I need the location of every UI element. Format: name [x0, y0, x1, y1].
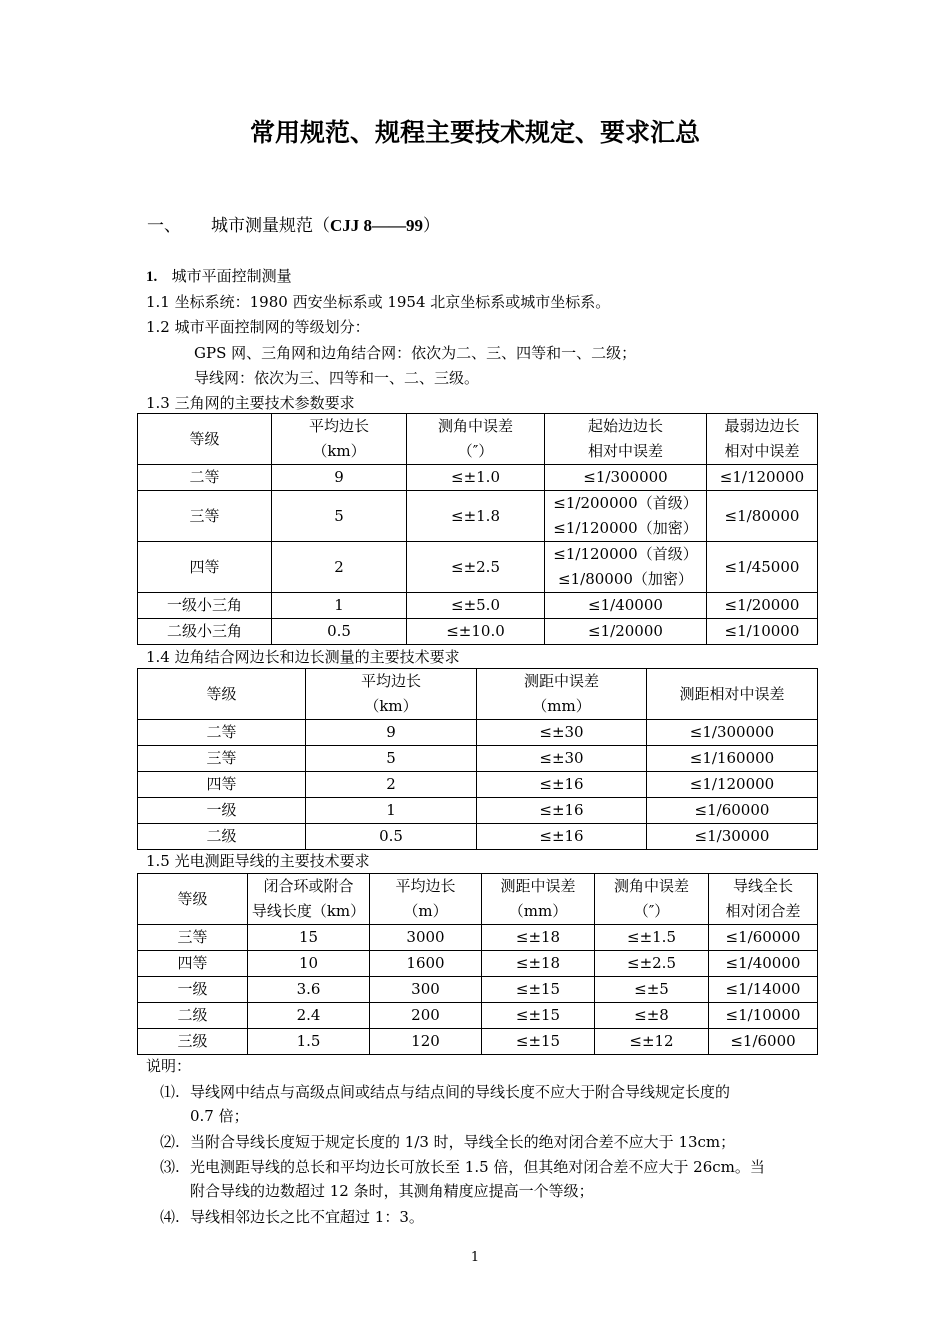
- column-header: 导线全长 相对闭合差: [709, 874, 818, 925]
- table-cell: ≤±15: [482, 977, 595, 1003]
- table-cell: 二级: [138, 824, 306, 850]
- table-row: [138, 465, 818, 491]
- table-cell: ≤1/60000: [647, 798, 818, 824]
- table-cell: ≤±16: [477, 824, 647, 850]
- document-title: 常用规范、规程主要技术规定、要求汇总: [249, 118, 700, 147]
- table1-caption: 1.3 三角网的主要技术参数要求: [146, 394, 355, 412]
- table-cell: 1: [306, 798, 477, 824]
- table-cell: 2: [272, 542, 407, 593]
- table-cell: ≤1/160000: [647, 746, 818, 772]
- section-standard-code: CJJ 8——99: [330, 216, 424, 235]
- note-item: [160, 1080, 730, 1128]
- subsection-1-heading: [146, 266, 292, 287]
- note-marker: ⑷.: [160, 1208, 180, 1226]
- table2-caption: 1.4 边角结合网边长和边长测量的主要技术要求: [146, 648, 460, 666]
- column-header: 测角中误差 （″）: [407, 414, 545, 465]
- table-cell: ≤1/120000（首级） ≤1/80000（加密）: [545, 542, 707, 593]
- table-cell: ≤±2.5: [407, 542, 545, 593]
- column-header: 起始边边长 相对中误差: [545, 414, 707, 465]
- column-header: 等级: [138, 669, 306, 720]
- column-header: 等级: [138, 874, 248, 925]
- table-cell: 0.5: [306, 824, 477, 850]
- table-cell: ≤1/14000: [709, 977, 818, 1003]
- table-cell: 二等: [138, 465, 272, 491]
- table-cell: ≤1/120000: [647, 772, 818, 798]
- table-cell: ≤1/10000: [707, 619, 818, 645]
- subsection-1-number: 1.: [146, 269, 158, 285]
- section-title: [211, 214, 440, 238]
- table-row: [138, 951, 818, 977]
- table-row: [138, 798, 818, 824]
- column-header: 测角中误差 （″）: [595, 874, 709, 925]
- table-row: [138, 593, 818, 619]
- table-cell: ≤1/40000: [709, 951, 818, 977]
- table-cell: ≤±30: [477, 746, 647, 772]
- table-cell: ≤±16: [477, 798, 647, 824]
- table-cell: ≤1/30000: [647, 824, 818, 850]
- table-cell: ≤1/45000: [707, 542, 818, 593]
- note-marker: ⑴.: [160, 1083, 180, 1101]
- table-cell: ≤±12: [595, 1029, 709, 1055]
- table-cell: ≤±15: [482, 1003, 595, 1029]
- table-cell: ≤1/200000（首级） ≤1/120000（加密）: [545, 491, 707, 542]
- table-row: [138, 1003, 818, 1029]
- table-cell: 2: [306, 772, 477, 798]
- note-text: 光电测距导线的总长和平均边长可放长至 1.5 倍，但其绝对闭合差不应大于 26cm。当: [190, 1158, 765, 1176]
- notes-heading: 说明：: [146, 1057, 192, 1075]
- table-cell: ≤1/60000: [709, 925, 818, 951]
- clause-1-2: 1.2 城市平面控制网的等级划分：: [146, 318, 370, 336]
- table-row: [138, 925, 818, 951]
- table-cell: ≤1/20000: [707, 593, 818, 619]
- clause-1-1: 1.1 坐标系统：1980 西安坐标系或 1954 北京坐标系或城市坐标系。: [146, 293, 611, 311]
- table-cell: ≤±30: [477, 720, 647, 746]
- column-header: 等级: [138, 414, 272, 465]
- table-cell: 9: [306, 720, 477, 746]
- section-number: 一、: [147, 216, 181, 236]
- triangulation-table: [137, 413, 818, 645]
- table-cell: 二等: [138, 720, 306, 746]
- note-text: 导线相邻边长之比不宜超过 1：3。: [190, 1208, 424, 1226]
- table-cell: 二级小三角: [138, 619, 272, 645]
- table-cell: 1600: [370, 951, 482, 977]
- table-cell: ≤±1.0: [407, 465, 545, 491]
- table-cell: 300: [370, 977, 482, 1003]
- edge-angle-network-table: [137, 668, 818, 850]
- table-row: [138, 619, 818, 645]
- column-header: 平均边长 （km）: [306, 669, 477, 720]
- table-cell: 一级小三角: [138, 593, 272, 619]
- table-row: [138, 977, 818, 1003]
- table3-caption: 1.5 光电测距导线的主要技术要求: [146, 852, 370, 870]
- table-cell: 10: [248, 951, 370, 977]
- table-cell: ≤1/80000: [707, 491, 818, 542]
- table-row: [138, 824, 818, 850]
- note-text: 附合导线的边数超过 12 条时，其测角精度应提高一个等级；: [190, 1182, 594, 1200]
- column-header: 测距中误差 （mm）: [482, 874, 595, 925]
- table-cell: 三等: [138, 491, 272, 542]
- table-row: [138, 1029, 818, 1055]
- subsection-1-title: 城市平面控制测量: [171, 267, 292, 285]
- table-cell: 2.4: [248, 1003, 370, 1029]
- table-cell: 一级: [138, 977, 248, 1003]
- note-text: 0.7 倍；: [190, 1107, 249, 1125]
- column-header: 平均边长 （km）: [272, 414, 407, 465]
- table-cell: ≤1/40000: [545, 593, 707, 619]
- table-cell: ≤1/10000: [709, 1003, 818, 1029]
- table-cell: 5: [306, 746, 477, 772]
- table-cell: 3000: [370, 925, 482, 951]
- table-cell: 四等: [138, 951, 248, 977]
- table-cell: 三级: [138, 1029, 248, 1055]
- note-text: 导线网中结点与高级点间或结点与结点间的导线长度不应大于附合导线规定长度的: [190, 1083, 731, 1101]
- table-cell: 1: [272, 593, 407, 619]
- table-cell: 0.5: [272, 619, 407, 645]
- table-header-row: [138, 874, 818, 925]
- table-cell: ≤1/20000: [545, 619, 707, 645]
- table-cell: ≤±1.5: [595, 925, 709, 951]
- table-row: [138, 720, 818, 746]
- table-row: [138, 491, 818, 542]
- table-cell: 15: [248, 925, 370, 951]
- table-cell: ≤±1.8: [407, 491, 545, 542]
- table-row: [138, 542, 818, 593]
- note-text: 当附合导线长度短于规定长度的 1/3 时，导线全长的绝对闭合差不应大于 13cm；: [190, 1133, 736, 1151]
- clause-1-2-traverse: 导线网：依次为三、四等和一、二、三级。: [194, 369, 480, 387]
- table-cell: ≤±18: [482, 951, 595, 977]
- table-cell: ≤±16: [477, 772, 647, 798]
- note-marker: ⑶.: [160, 1158, 180, 1176]
- table-cell: ≤1/6000: [709, 1029, 818, 1055]
- table-cell: ≤1/120000: [707, 465, 818, 491]
- section-title-suffix: ）: [423, 216, 441, 236]
- table-cell: 一级: [138, 798, 306, 824]
- table-cell: 9: [272, 465, 407, 491]
- table-cell: 5: [272, 491, 407, 542]
- table-cell: ≤1/300000: [647, 720, 818, 746]
- table-header-row: [138, 669, 818, 720]
- table-cell: ≤±5: [595, 977, 709, 1003]
- table-cell: 四等: [138, 542, 272, 593]
- table-cell: ≤1/300000: [545, 465, 707, 491]
- column-header: 闭合环或附合 导线长度（km）: [248, 874, 370, 925]
- table-cell: ≤±2.5: [595, 951, 709, 977]
- note-item: [160, 1205, 424, 1229]
- table-cell: ≤±15: [482, 1029, 595, 1055]
- note-item: [160, 1155, 765, 1203]
- table-cell: 120: [370, 1029, 482, 1055]
- table-row: [138, 772, 818, 798]
- section-title-prefix: 城市测量规范（: [211, 216, 330, 236]
- table-header-row: [138, 414, 818, 465]
- column-header: 测距中误差 （mm）: [477, 669, 647, 720]
- column-header: 测距相对中误差: [647, 669, 818, 720]
- page-number: 1: [470, 1250, 480, 1265]
- note-marker: ⑵.: [160, 1133, 180, 1151]
- table-cell: 三等: [138, 746, 306, 772]
- table-cell: 三等: [138, 925, 248, 951]
- table-row: [138, 746, 818, 772]
- column-header: 最弱边边长 相对中误差: [707, 414, 818, 465]
- table-cell: ≤±18: [482, 925, 595, 951]
- table-cell: 200: [370, 1003, 482, 1029]
- table-cell: 二级: [138, 1003, 248, 1029]
- table-cell: 3.6: [248, 977, 370, 1003]
- table-cell: ≤±8: [595, 1003, 709, 1029]
- table-cell: 四等: [138, 772, 306, 798]
- traverse-table: [137, 873, 818, 1055]
- clause-1-2-gps: GPS 网、三角网和边角结合网：依次为二、三、四等和一、二级；: [194, 344, 637, 362]
- note-item: [160, 1130, 735, 1154]
- table-cell: 1.5: [248, 1029, 370, 1055]
- table-cell: ≤±5.0: [407, 593, 545, 619]
- column-header: 平均边长 （m）: [370, 874, 482, 925]
- table-cell: ≤±10.0: [407, 619, 545, 645]
